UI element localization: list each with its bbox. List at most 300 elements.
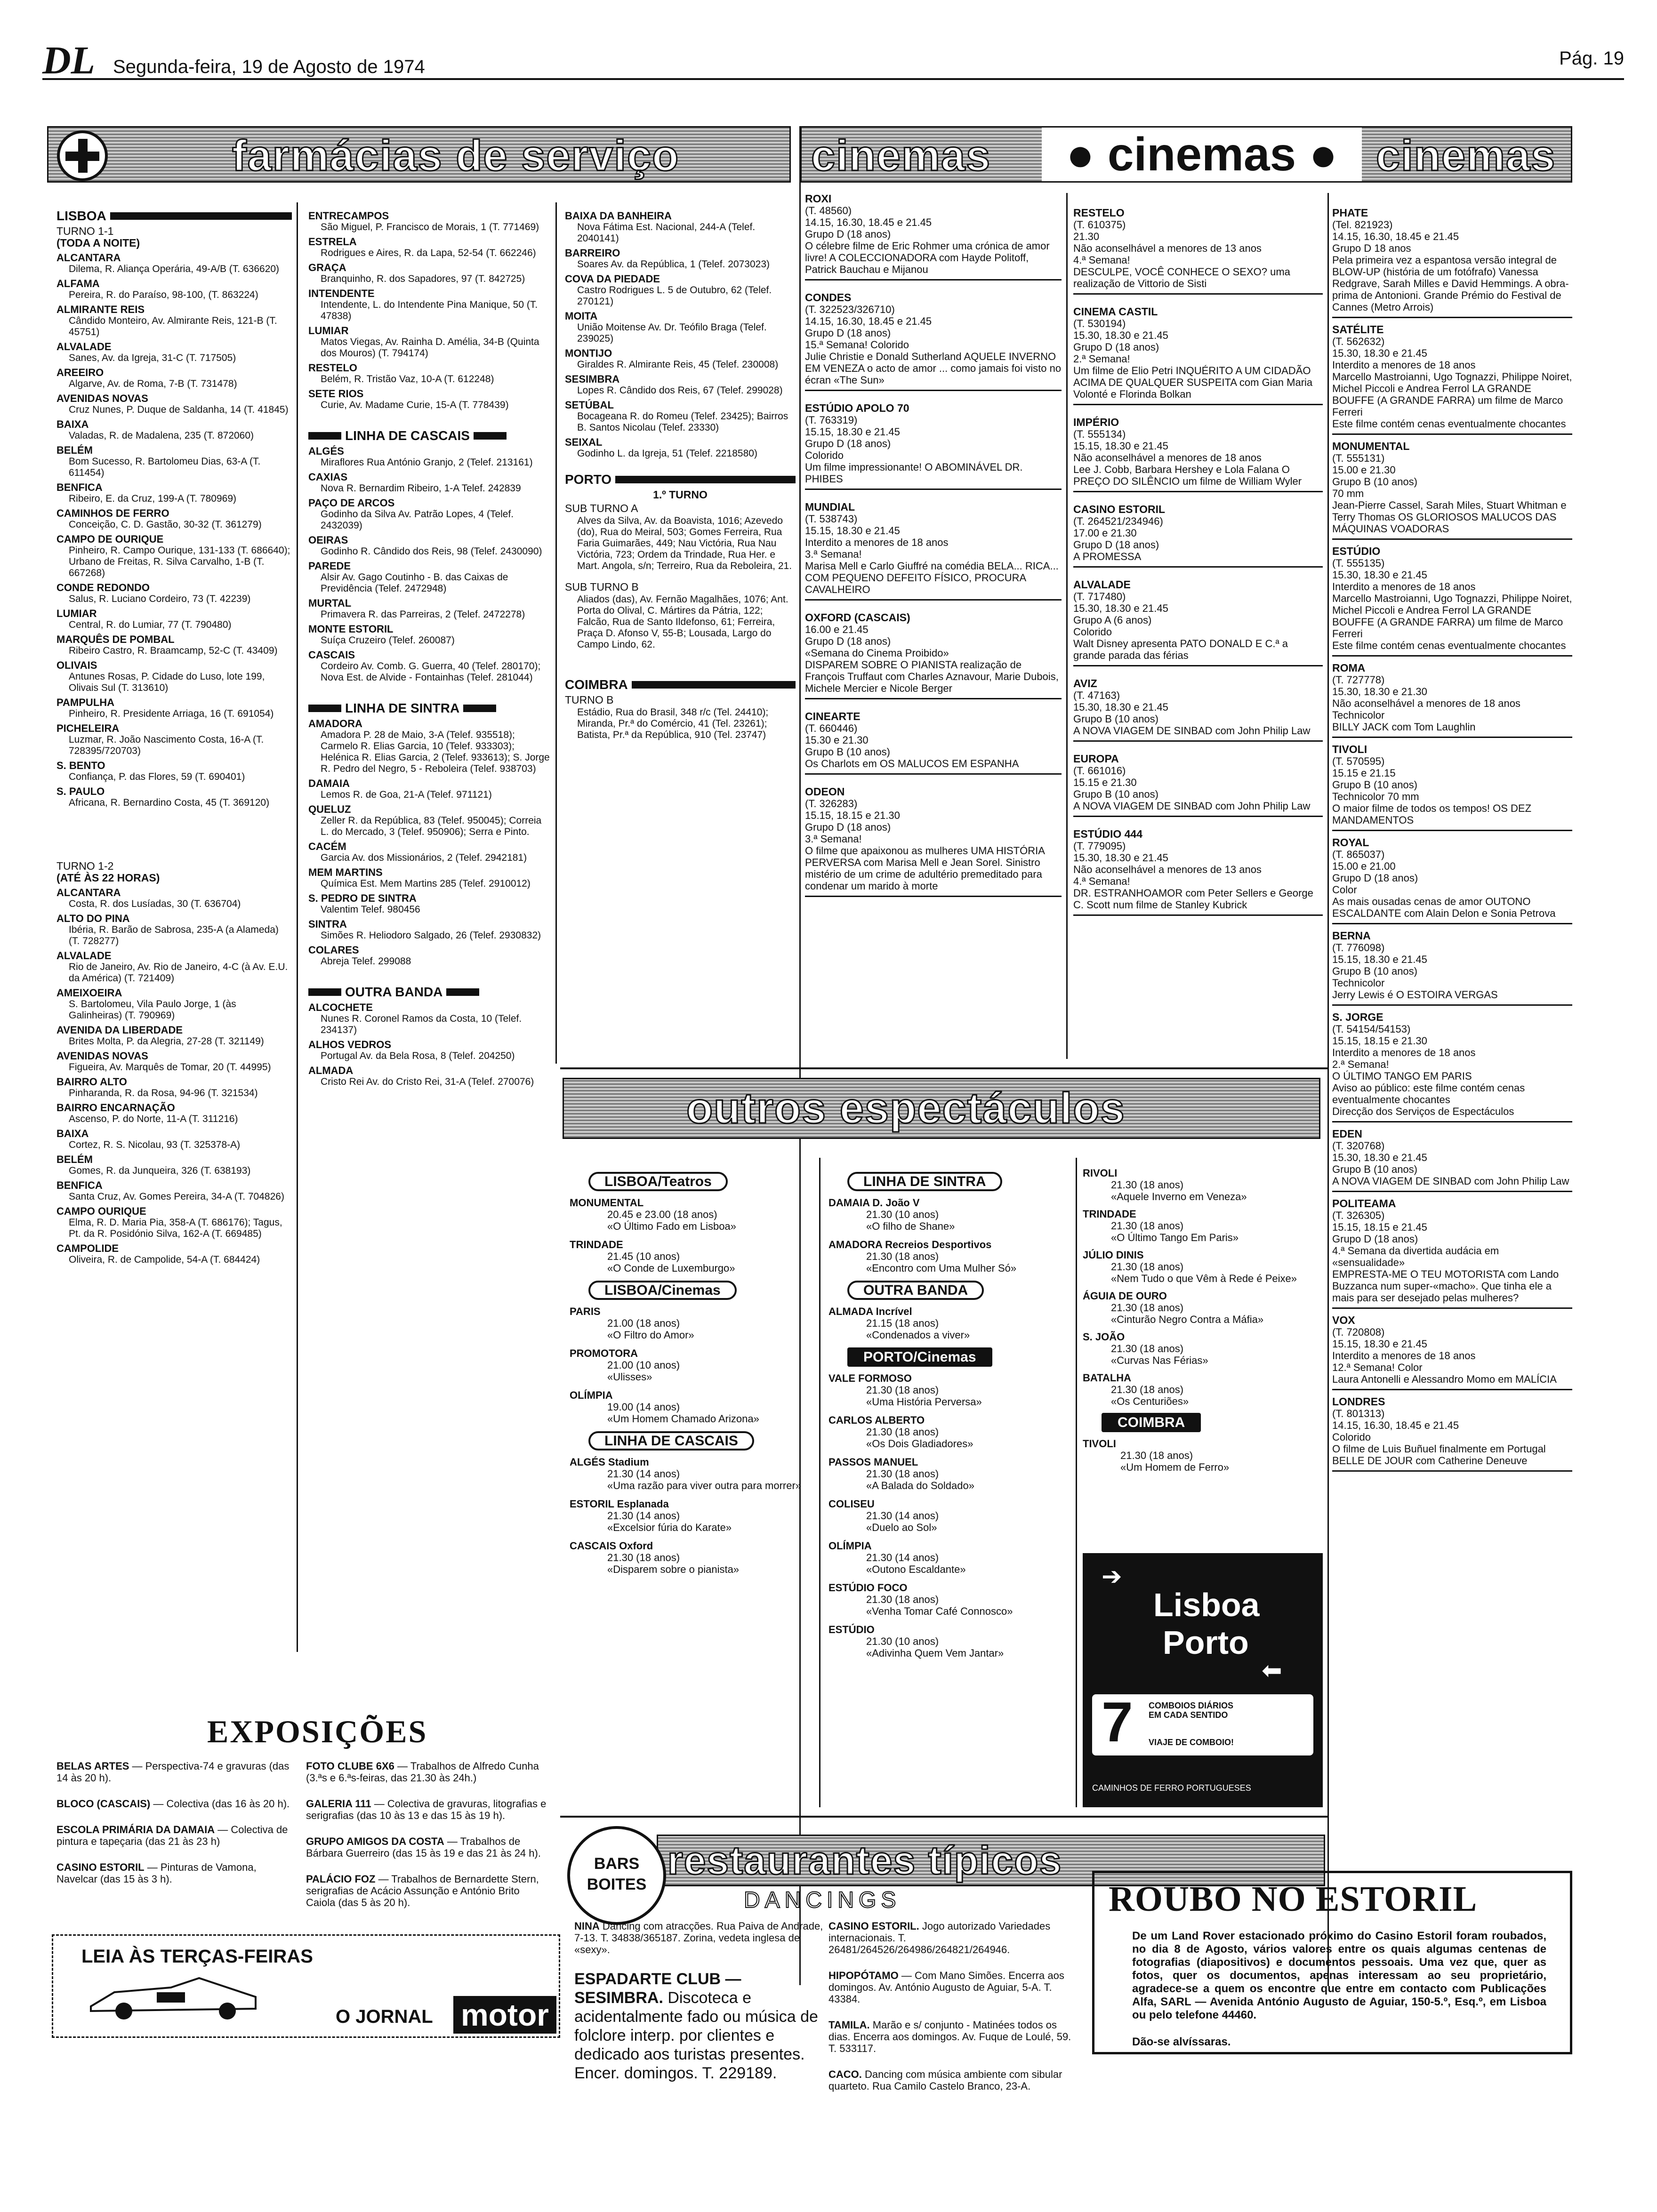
- pharmacy-town: ALVALADE: [56, 341, 112, 353]
- listing-item: [56, 1824, 292, 1847]
- venue-details: 21.45 (10 anos) «O Conde de Luxemburgo»: [607, 1250, 735, 1274]
- listing-text: — Trabalhos de Bárbara Guerreiro (das 15 às 19 e das 21 às 24 h).: [306, 1835, 541, 1859]
- venue-name: BATALHA: [1083, 1372, 1132, 1384]
- cinema-name: AVIZ: [1073, 677, 1097, 689]
- listing-name: ESCOLA PRIMÁRIA DA DAMAIA: [56, 1824, 215, 1835]
- lisboa-heading: LISBOA: [56, 210, 292, 222]
- pharmacy-town: OEIRAS: [308, 534, 348, 546]
- cinema-details: 16.00 e 21.45 Grupo D (18 anos) «Semana do Cinema Proibido» DISPAREM SOBRE O PIANISTA realização de François Truffaut com Charles Aznavour, Marie Dubois, Michele Mercier e Nicole Berger: [805, 624, 1059, 694]
- listing-item: [306, 1873, 551, 1908]
- pharmacy-town: DAMAIA: [308, 777, 350, 789]
- train-ad-footer: CAMINHOS DE FERRO PORTUGUESES: [1092, 1783, 1251, 1793]
- venue-name: TRINDADE: [570, 1239, 623, 1250]
- pharmacy-entry: Simões R. Heliodoro Salgado, 26 (Telef. 2930832): [321, 930, 541, 941]
- pharmacy-entry: Ascenso, P. do Norte, 11-A (T. 311216): [69, 1114, 238, 1124]
- pharmacy-entry: Castro Rodrigues L. 5 de Outubro, 62 (Telef. 270121): [577, 285, 772, 307]
- pharmacy-town: COVA DA PIEDADE: [565, 273, 660, 285]
- pharmacy-entry: Confiança, P. das Flores, 59 (T. 690401): [69, 771, 245, 782]
- cinema-name: CINEMA CASTIL: [1073, 305, 1158, 318]
- venue-name: OLÍMPIA: [828, 1540, 872, 1552]
- turno-heading: TURNO 1-1 (TODA A NOITE): [56, 225, 140, 249]
- venue-details: 21.00 (18 anos) «O Filtro do Amor»: [607, 1317, 694, 1341]
- cinema-details: (T. 48560) 14.15, 16.30, 18.45 e 21.45 Grupo D (18 anos) O célebre filme de Eric Rohmer uma crónica de amor livre! A COLECCIONADORA com Hayde Politoff, Patrick Bauchau e Mijanou: [805, 205, 1050, 275]
- issue-date: Segunda-feira, 19 de Agosto de 1974: [113, 56, 425, 77]
- outros-column-2: [828, 1167, 1073, 1666]
- cinema-column-1: [805, 193, 1062, 908]
- pharmacy-list: [56, 887, 292, 1266]
- train-ad-sub: COMBOIOS DIÁRIOS EM CADA SENTIDO: [1149, 1701, 1234, 1720]
- pharmacy-entry: Godinho R. Cândido dos Reis, 98 (Telef. 2430090): [321, 546, 542, 557]
- listing-text: — Pinturas de Vamona, Navelcar (das 15 às 3 h).: [56, 1861, 257, 1885]
- venue-name: PROMOTORA: [570, 1347, 638, 1359]
- cinema-details: (T. 727778) 15.30, 18.30 e 21.30 Não aconselhável a menores de 18 anos Technicolor BILLY JACK com Tom Laughlin: [1332, 674, 1520, 733]
- pharmacy-entry: Dilema, R. Aliança Operária, 49-A/B (T. 636620): [69, 264, 280, 274]
- roubo-body: De um Land Rover estacionado próximo do Casino Estoril foram roubados, no dia 8 de Agosto, vários valores entre os quais algumas centenas de fotografias (diapositivos) e documentos pessoais. Uma vez que, quer as fotos, quer os documentos, apenas interessam ao seu proprietário, agradece-se a quem os encontre que entre em contacto com Publicações Alfa, SARL — Avenida António Augusto de Aguiar, 150-5.º, Esq.º, em Lisboa ou pelo telefone 44460.: [1132, 1930, 1546, 2021]
- pharmacy-entry: Bocageana R. do Romeu (Telef. 23425); Bairros B. Santos Nicolau (Telef. 23330): [577, 411, 788, 433]
- listing-item: [828, 2019, 1078, 2054]
- listing-name: GRUPO AMIGOS DA COSTA: [306, 1835, 444, 1847]
- pharmacy-town: PAMPULHA: [56, 697, 115, 708]
- listing-item: [306, 1835, 551, 1859]
- column-divider: [555, 202, 557, 1064]
- venue-details: 21.30 (18 anos) «Encontro com Uma Mulher Só»: [866, 1250, 1017, 1274]
- pharmacy-entry: Cortez, R. S. Nicolau, 93 (T. 325378-A): [69, 1139, 241, 1150]
- venue-name: ALMADA Incrível: [828, 1306, 912, 1317]
- venue-name: CARLOS ALBERTO: [828, 1414, 925, 1426]
- pharmacy-town: INTENDENTE: [308, 288, 375, 299]
- cascais-heading: LINHA DE CASCAIS: [308, 430, 551, 441]
- cinemas-title: ● cinemas ●: [1042, 128, 1362, 181]
- cinema-details: (T. 538743) 15.15, 18.30 e 21.45 Interdito a menores de 18 anos 3.ª Semana! Marisa Mell e Carlo Giuffré na comédia BELA... RICA... COM PEQUENO DEFEITO FÍSICO, PROCURA CAVALHEIRO: [805, 513, 1059, 595]
- column-divider: [819, 1158, 820, 1807]
- pharmacy-town: ALCOCHETE: [308, 1002, 373, 1013]
- listing-text: — Colectiva de gravuras, litografias e serigrafias (das 10 às 13 e das 15 às 19 h).: [306, 1798, 547, 1821]
- pharmacy-town: PICHELEIRA: [56, 722, 120, 734]
- section-label: LISBOA/Cinemas: [588, 1281, 737, 1300]
- pharmacy-town: PAÇO DE ARCOS: [308, 497, 395, 509]
- pharmacy-entry: União Moitense Av. Dr. Teófilo Braga (Telef. 239025): [577, 322, 767, 344]
- train-advert: [1083, 1553, 1323, 1807]
- venue-details: 21.30 (18 anos) «Venha Tomar Café Connosco»: [866, 1594, 1013, 1617]
- cinema-listing: [1332, 1396, 1572, 1472]
- cinema-name: CONDES: [805, 291, 852, 304]
- coimbra-turno: TURNO B: [565, 694, 614, 706]
- listing-name: BELAS ARTES: [56, 1760, 129, 1772]
- pharmacy-entry: Figueira, Av. Marquês de Tomar, 20 (T. 44995): [69, 1062, 271, 1073]
- listing-item: [56, 1861, 292, 1885]
- train-ad-number: 7: [1102, 1691, 1133, 1754]
- cinema-name: ROMA: [1332, 662, 1366, 674]
- cinema-name: PHATE: [1332, 207, 1368, 219]
- pharmacy-town: SESIMBRA: [565, 373, 620, 385]
- cinema-details: (T. 779095) 15.30, 18.30 e 21.45 Não aconselhável a menores de 13 anos 4.ª Semana! DR. ESTRANHOAMOR com Peter Sellers e George C. Scott num filme de Stanley Kubrick: [1073, 840, 1313, 911]
- cinema-name: S. JORGE: [1332, 1011, 1384, 1023]
- porto-subturno-a: SUB TURNO A: [565, 502, 638, 514]
- venue-details: 21.30 (10 anos) «O filho de Shane»: [866, 1209, 955, 1232]
- banda-heading: OUTRA BANDA: [308, 986, 551, 998]
- train-ad-line2: Porto: [1163, 1624, 1249, 1661]
- pharmacy-town: SINTRA: [308, 918, 347, 930]
- pharmacy-entry: Valadas, R. de Madalena, 235 (T. 872060): [69, 430, 254, 441]
- listing-name: TAMILA.: [828, 2019, 870, 2031]
- pharmacy-entry: Central, R. do Lumiar, 77 (T. 790480): [69, 619, 232, 630]
- pharmacy-entry: Lopes R. Cândido dos Reis, 67 (Telef. 299028): [577, 385, 783, 396]
- pharmacy-entry: Belém, R. Tristão Vaz, 10-A (T. 612248): [321, 374, 494, 385]
- listing-item: [574, 1970, 824, 2083]
- pharmacy-entry: Bom Sucesso, R. Bartolomeu Dias, 63-A (T. 611454): [69, 456, 261, 478]
- pharmacy-entry: Pinheiro, R. Presidente Arriaga, 16 (T. 691054): [69, 708, 274, 719]
- pharmacy-entry: Giraldes R. Almirante Reis, 45 (Telef. 230008): [577, 359, 779, 370]
- venue-name: PARIS: [570, 1306, 601, 1317]
- pharmacy-column-3: [565, 207, 796, 741]
- listing-name: NINA: [574, 1920, 600, 1932]
- cinema-listing: [1073, 579, 1323, 666]
- pharmacy-town: MOITA: [565, 310, 598, 322]
- pharmacy-town: CACÉM: [308, 841, 346, 852]
- farmacias-title: farmácias de serviço: [232, 132, 680, 180]
- cinema-details: (T. 865037) 15.00 e 21.00 Grupo D (18 anos) Color As mais ousadas cenas de amor OUTONO ESCALDANTE com Alain Delon e Sonia Petrova: [1332, 849, 1556, 919]
- bars-column-right: [828, 1920, 1078, 2106]
- cinema-column-3: [1332, 207, 1572, 1477]
- listing-item: [828, 2068, 1078, 2092]
- outros-title: outros espectáculos: [686, 1084, 1126, 1132]
- listing-text: — Perspectiva-74 e gravuras (das 14 às 20 h).: [56, 1760, 290, 1784]
- newspaper-logo: DL: [42, 39, 95, 82]
- pharmacy-town: GRAÇA: [308, 262, 346, 273]
- pharmacy-entry: Santa Cruz, Av. Gomes Pereira, 34-A (T. 704826): [69, 1191, 284, 1202]
- cinema-name: MONUMENTAL: [1332, 440, 1410, 452]
- cinema-listing: [1073, 207, 1323, 295]
- pharmacy-entry: Gomes, R. da Junqueira, 326 (T. 638193): [69, 1165, 251, 1176]
- pharmacy-town: ALFAMA: [56, 278, 100, 289]
- cinema-name: ODEON: [805, 785, 845, 798]
- pharmacy-entry: Africana, R. Bernardino Costa, 45 (T. 369120): [69, 797, 270, 808]
- exposicoes-column-left: [56, 1760, 292, 1899]
- cinema-listing: [1332, 837, 1572, 924]
- cinema-name: OXFORD (CASCAIS): [805, 611, 910, 624]
- listing-name: PALÁCIO FOZ: [306, 1873, 376, 1885]
- pharmacy-entry: Oliveira, R. de Campolide, 54-A (T. 684424): [69, 1254, 260, 1265]
- cinema-listing: [1332, 1011, 1572, 1122]
- roubo-title: ROUBO NO ESTORIL: [1109, 1879, 1478, 1919]
- cinema-details: (T. 47163) 15.30, 18.30 e 21.45 Grupo B (10 anos) A NOVA VIAGEM DE SINBAD com John Philip Law: [1073, 689, 1311, 737]
- train-ad-tag: VIAJE DE COMBOIO!: [1149, 1738, 1234, 1747]
- pharmacy-entry: Cordeiro Av. Comb. G. Guerra, 40 (Telef. 280170); Nova Est. de Alvide - Fontainhas (Telef. 281044): [321, 661, 541, 683]
- venue-details: 21.30 (18 anos) «Os Centuriões»: [1111, 1384, 1189, 1407]
- pharmacy-town: BAIXA DA BANHEIRA: [565, 210, 672, 222]
- pharmacy-town: CAMPOLIDE: [56, 1242, 119, 1254]
- cinema-listing: [1073, 753, 1323, 817]
- pharmacy-town: ALHOS VEDROS: [308, 1039, 392, 1050]
- cinema-details: (T. 661016) 15.15 e 21.30 Grupo B (10 anos) A NOVA VIAGEM DE SINBAD com John Philip Law: [1073, 765, 1311, 812]
- cinema-listing: [805, 193, 1062, 281]
- venue-name: ÁGUIA DE OURO: [1083, 1290, 1167, 1302]
- pharmacy-town: SETE RIOS: [308, 388, 364, 400]
- pharmacy-list: [56, 252, 292, 809]
- venue-details: 21.30 (14 anos) «Uma razão para viver outra para morrer»: [607, 1468, 802, 1491]
- pharmacy-town: BAIRRO ENCARNAÇÃO: [56, 1102, 175, 1114]
- cinema-name: TIVOLI: [1332, 743, 1367, 755]
- pharmacy-town: BENFICA: [56, 481, 103, 493]
- restaurantes-title: restaurantes típicos: [668, 1838, 1062, 1883]
- bars-boites-emblem: BARS BOITES: [567, 1826, 666, 1925]
- pharmacy-entry: Pinharanda, R. da Rosa, 94-96 (T. 321534): [69, 1088, 258, 1098]
- pharmacy-cross-icon: [57, 130, 108, 181]
- pharmacy-town: ALCANTARA: [56, 887, 121, 898]
- pharmacy-entry: Miraflores Rua António Granjo, 2 (Telef. 213161): [321, 457, 533, 468]
- cinema-column-2: [1073, 207, 1323, 927]
- pharmacy-town: ALGÉS: [308, 445, 344, 457]
- venue-name: PASSOS MANUEL: [828, 1456, 918, 1468]
- pharmacy-entry: Conceição, C. D. Gastão, 30-32 (T. 361279): [69, 519, 262, 530]
- pharmacy-entry: Intendente, L. do Intendente Pina Manique, 50 (T. 47838): [321, 299, 538, 321]
- venue-details: 21.30 (18 anos) «Cinturão Negro Contra a Máfia»: [1111, 1302, 1264, 1325]
- cinema-details: (T. 555134) 15.15, 18.30 e 21.45 Não aconselhável a menores de 18 anos Lee J. Cobb, Barbara Hershey e Lola Falana O PREÇO DO SILÊNCIO um filme de William Wyler: [1073, 428, 1302, 487]
- pharmacy-town: RESTELO: [308, 362, 357, 374]
- listing-name: CASINO ESTORIL: [56, 1861, 145, 1873]
- pharmacy-entry: Rio de Janeiro, Av. Rio de Janeiro, 4-C (à Av. E.U. da América) (T. 721409): [69, 962, 288, 984]
- exposicoes-title: EXPOSIÇÕES: [207, 1714, 428, 1749]
- outros-banner: [563, 1078, 1320, 1139]
- pharmacy-town: CAXIAS: [308, 471, 348, 483]
- cinema-name: RESTELO: [1073, 207, 1125, 219]
- pharmacy-town: CONDE REDONDO: [56, 582, 150, 593]
- venue-details: 21.30 (18 anos) «Um Homem de Ferro»: [1120, 1450, 1230, 1473]
- cinema-details: (T. 720808) 15.15, 18.30 e 21.45 Interdito a menores de 18 anos 12.ª Semana! Color Laura Antonelli e Alessandro Momo em MALÍCIA: [1332, 1326, 1557, 1385]
- pharmacy-entry: Portugal Av. da Bela Rosa, 8 (Telef. 204250): [321, 1050, 515, 1061]
- cinema-name: ROXI: [805, 192, 832, 205]
- pharmacy-entry: Química Est. Mem Martins 285 (Telef. 2910012): [321, 878, 531, 889]
- listing-text: Dancing com atracções. Rua Paiva de Andrade, 7-13. T. 34838/365187. Zorina, vedeta inglesa de «sexy».: [574, 1920, 823, 1956]
- venue-details: 19.00 (14 anos) «Um Homem Chamado Arizona»: [607, 1401, 759, 1425]
- pharmacy-entry: Abreja Telef. 299088: [321, 956, 411, 967]
- venue-details: 21.30 (18 anos) «Os Dois Gladiadores»: [866, 1426, 973, 1450]
- cinema-listing: [1332, 930, 1572, 1006]
- porto-turno: 1.º TURNO: [653, 489, 708, 501]
- cinema-name: MUNDIAL: [805, 501, 855, 513]
- cinema-listing: [1332, 744, 1572, 831]
- cinema-listing: [1332, 545, 1572, 657]
- pharmacy-entry: Rodrigues e Aires, R. da Lapa, 52-54 (T. 662246): [321, 248, 536, 258]
- section-label: LISBOA/Teatros: [588, 1172, 728, 1191]
- pharmacy-town: CASCAIS: [308, 649, 355, 661]
- pharmacy-town: MARQUÊS DE POMBAL: [56, 633, 175, 645]
- pharmacy-town: S. PEDRO DE SINTRA: [308, 892, 417, 904]
- porto-subturno-b-text: Aliados (das), Av. Fernão Magalhães, 1076; Ant. Porta do Olival, C. Mártires da Pátria, 122; Falcão, Rua de Santo Ildefonso, 61; Ferreira, Praça D. Afonso V, 55-B; Lousada, Largo do Campo Lindo, 62.: [577, 594, 788, 650]
- listing-name: BLOCO (CASCAIS): [56, 1798, 151, 1810]
- venue-name: ESTÚDIO FOCO: [828, 1582, 908, 1594]
- pharmacy-entry: Salus, R. Luciano Cordeiro, 73 (T. 42239): [69, 593, 251, 604]
- outros-column-3: [1083, 1167, 1323, 1480]
- cinema-listing: [1073, 417, 1323, 492]
- pharmacy-entry: Ribeiro Castro, R. Braamcamp, 52-C (T. 43409): [69, 645, 278, 656]
- pharmacy-entry: Ribeiro, E. da Cruz, 199-A (T. 780969): [69, 493, 237, 504]
- cinema-name: ESTÚDIO APOLO 70: [805, 402, 909, 414]
- cinema-name: LONDRES: [1332, 1395, 1385, 1408]
- page-number: Pág. 19: [1559, 48, 1624, 69]
- cinema-details: (T. 322523/326710) 14.15, 16.30, 18.45 e 21.45 Grupo D (18 anos) 15.ª Semana! Colorido Julie Christie e Donald Sutherland AQUELE INVERNO EM VENEZA o acto de amor ... como jamais foi visto no écran «The Sun»: [805, 304, 1062, 386]
- listing-text: Discoteca e acidentalmente fado ou música de folclore interp. por clientes e dedicado aos turistas presentes. Encer. domingos. T. 229189.: [574, 1989, 818, 2082]
- outros-column-1: [570, 1167, 814, 1582]
- pharmacy-town: ALTO DO PINA: [56, 913, 130, 924]
- cinema-name: ESTÚDIO: [1332, 545, 1381, 557]
- section-label: LINHA DE CASCAIS: [588, 1431, 754, 1451]
- pharmacy-town: MONTIJO: [565, 347, 612, 359]
- cinema-listing: [1073, 504, 1323, 568]
- pharmacy-town: AMEIXOEIRA: [56, 987, 122, 999]
- pharmacy-town: AMADORA: [308, 718, 362, 729]
- porto-heading: PORTO: [565, 473, 796, 485]
- pharmacy-town: CAMPO OURIQUE: [56, 1205, 146, 1217]
- cinema-name: ROYAL: [1332, 836, 1369, 849]
- listing-name: ESPADARTE CLUB — SESIMBRA.: [574, 1970, 741, 2007]
- arrow-left-icon: ⬅: [1262, 1657, 1282, 1684]
- pharmacy-town: LUMIAR: [308, 325, 349, 337]
- cinema-details: (T. 555131) 15.00 e 21.30 Grupo B (10 anos) 70 mm Jean-Pierre Cassel, Sarah Miles, Stuart Whitman e Terry Thomas OS GLORIOSOS MALUCOS DAS MÁQUINAS VOADORAS: [1332, 452, 1567, 535]
- pharmacy-entry: Algarve, Av. de Roma, 7-B (T. 731478): [69, 378, 237, 389]
- pharmacy-entry: Pereira, R. do Paraíso, 98-100, (T. 863224): [69, 289, 258, 300]
- cinema-name: BERNA: [1332, 930, 1371, 942]
- pharmacy-entry: Curie, Av. Madame Curie, 15-A (T. 778439): [321, 400, 509, 410]
- arrow-right-icon: ➔: [1102, 1563, 1122, 1590]
- cinema-listing: [1073, 678, 1323, 742]
- listing-item: [828, 1920, 1078, 1956]
- pharmacy-town: BAIXA: [56, 418, 89, 430]
- venue-details: 21.30 (18 anos) «O Último Tango Em Paris»: [1111, 1220, 1239, 1243]
- venue-name: OLÍMPIA: [570, 1389, 613, 1401]
- cinema-details: (T. 530194) 15.30, 18.30 e 21.45 Grupo D (18 anos) 2.ª Semana! Um filme de Elio Petri INQUÉRITO A UM CIDADÃO ACIMA DE QUALQUER SUSPEITA com Gian Maria Volonté e Florinda Bolkan: [1073, 318, 1313, 400]
- venue-details: 21.30 (10 anos) «Adivinha Quem Vem Jantar»: [866, 1635, 1004, 1659]
- cinema-name: VOX: [1332, 1314, 1355, 1326]
- cinema-name: IMPÉRIO: [1073, 416, 1119, 428]
- venue-name: TRINDADE: [1083, 1208, 1136, 1220]
- cinema-listing: [805, 786, 1062, 897]
- pharmacy-town: AREEIRO: [56, 367, 104, 378]
- pharmacy-entry: Luzmar, R. João Nascimento Costa, 16-A (T. 728395/720703): [69, 734, 264, 756]
- column-divider: [297, 202, 298, 1652]
- pharmacy-town: QUELUZ: [308, 803, 351, 815]
- pharmacy-town: BARREIRO: [565, 247, 620, 259]
- pharmacy-town: BAIRRO ALTO: [56, 1076, 127, 1088]
- venue-name: ESTÚDIO: [828, 1624, 875, 1635]
- pharmacy-entry: Cristo Rei Av. do Cristo Rei, 31-A (Telef. 270076): [321, 1076, 534, 1087]
- cinema-details: (T. 326283) 15.15, 18.15 e 21.30 Grupo D (18 anos) 3.ª Semana! O filme que apaixonou as mulheres UMA HISTÓRIA PERVERSA com Marisa Mell e Jean Sorel. Sinistro mistério de um crime de adultério premeditado para condenar um marido à morte: [805, 798, 1045, 892]
- pharmacy-town: AVENIDAS NOVAS: [56, 393, 148, 404]
- section-label: OUTRA BANDA: [847, 1281, 984, 1300]
- cinema-name: EUROPA: [1073, 753, 1119, 765]
- porto-subturno-a-text: Alves da Silva, Av. da Boavista, 1016; Azevedo (do), Rua do Meiral, 503; Gomes Ferreira, Rua Faria Guimarães, 449; Nau Victória, Rua Nau Victória, 723; Ordem da Trindade, Rua Her. e Mart. Angola, s/n; Terreiro, Rua da Reboleira, 21.: [577, 515, 792, 571]
- pharmacy-entry: Zeller R. da República, 83 (Telef. 950045); Correia L. do Mercado, 3 (Telef. 950906); Serra e Pinto.: [321, 815, 542, 837]
- cinema-details: (Tel. 821923) 14.15, 16.30, 18.45 e 21.45 Grupo D 18 anos Pela primeira vez a espantosa versão integral de BLOW-UP (história de um fotófrafo) Vanessa Redgrave, Sarah Milles e David Hemmings. A obra-prima de Antonioni. Grande Prémio do Festival de Cannes (Metro Arrois): [1332, 219, 1569, 313]
- cinema-details: (T. 610375) 21.30 Não aconselhável a menores de 13 anos 4.ª Semana! DESCULPE, VOCÊ CONHECE O SEXO? uma realização de Vittorio de Sisti: [1073, 219, 1290, 289]
- venue-name: RIVOLI: [1083, 1167, 1118, 1179]
- venue-details: 21.15 (18 anos) «Condenados a viver»: [866, 1317, 970, 1341]
- pharmacy-entry: Pinheiro, R. Campo Ourique, 131-133 (T. 686640); Urbano de Freitas, R. Silva Carvalho, 1-B (T. 667268): [69, 545, 290, 578]
- roubo-footer: Dão-se alvíssaras.: [1132, 2036, 1231, 2048]
- cinema-listing: [805, 711, 1062, 775]
- cinema-listing: [1073, 306, 1323, 405]
- listing-text: — Trabalhos de Alfredo Cunha (3.ªs e 6.ªs-feiras, das 21.30 às 24h.): [306, 1760, 539, 1784]
- pharmacy-entry: Valentim Telef. 980456: [321, 904, 420, 915]
- listing-item: [574, 1920, 824, 1956]
- venue-details: 21.30 (18 anos) «Disparem sobre o pianista»: [607, 1552, 740, 1575]
- pharmacy-entry: Primavera R. das Parreiras, 2 (Telef. 2472278): [321, 609, 525, 620]
- venue-name: DAMAIA D. João V: [828, 1197, 920, 1209]
- pharmacy-entry: Alsir Av. Gago Coutinho - B. das Caixas de Previdência (Telef. 2472948): [321, 572, 508, 594]
- venue-name: CASCAIS Oxford: [570, 1540, 653, 1552]
- listing-text: — Trabalhos de Bernardette Stern, serigrafias de Acácio Assunção e António Brito Caiola (das 5 às 20 h).: [306, 1873, 539, 1908]
- cinema-listing: [1332, 1128, 1572, 1192]
- pharmacy-town: SEIXAL: [565, 436, 603, 448]
- venue-details: 21.30 (14 anos) «Outono Escaldante»: [866, 1552, 966, 1575]
- pharmacy-entry: Garcia Av. dos Missionários, 2 (Telef. 2942181): [321, 852, 527, 863]
- cinema-details: (T. 570595) 15.15 e 21.15 Grupo B (10 anos) Technicolor 70 mm O maior filme de todos os tempos! OS DEZ MANDAMENTOS: [1332, 755, 1532, 826]
- pharmacy-entry: Nunes R. Coronel Ramos da Costa, 10 (Telef. 234137): [321, 1013, 522, 1035]
- pharmacy-list: [308, 1002, 551, 1088]
- train-ad-line1: Lisboa: [1153, 1587, 1260, 1623]
- cinemas-banner-left: cinemas: [811, 132, 991, 180]
- pharmacy-town: BENFICA: [56, 1179, 103, 1191]
- cinema-name: SATÉLITE: [1332, 323, 1384, 336]
- cinema-listing: [1332, 441, 1572, 540]
- sintra-heading: LINHA DE SINTRA: [308, 702, 551, 714]
- listing-text: — Colectiva (das 16 às 20 h).: [153, 1798, 290, 1810]
- pharmacy-entry: Cândido Monteiro, Av. Almirante Reis, 121-B (T. 45751): [69, 315, 277, 337]
- venue-details: 21.30 (18 anos) «Curvas Nas Férias»: [1111, 1343, 1208, 1366]
- venue-details: 21.30 (14 anos) «Duelo ao Sol»: [866, 1510, 939, 1533]
- cinemas-banner: [800, 126, 1572, 183]
- listing-text: Dancing com música ambiente com sibular quarteto. Rua Camilo Castelo Branco, 23-A.: [828, 2068, 1062, 2092]
- cinema-name: ALVALADE: [1073, 578, 1131, 591]
- cinema-listing: [805, 612, 1062, 699]
- cinema-details: (T. 320768) 15.30, 18.30 e 21.45 Grupo B (10 anos) A NOVA VIAGEM DE SINBAD com John Philip Law: [1332, 1140, 1569, 1187]
- cinema-listing: [1332, 207, 1572, 318]
- listing-name: HIPOPÓTAMO: [828, 1970, 899, 1981]
- pharmacy-town: PAREDE: [308, 560, 351, 572]
- motor-advert: [52, 1934, 560, 2038]
- pharmacy-entry: Ibéria, R. Barão de Sabrosa, 235-A (a Alameda) (T. 728277): [69, 924, 279, 946]
- pharmacy-town: MURTAL: [308, 597, 352, 609]
- pharmacy-entry: Nova R. Bernardim Ribeiro, 1-A Telef. 242839: [321, 483, 521, 494]
- pharmacy-town: AVENIDA DA LIBERDADE: [56, 1024, 183, 1036]
- listing-name: CACO.: [828, 2068, 862, 2080]
- train-ad-box: [1092, 1691, 1313, 1755]
- venue-details: 21.30 (18 anos) «Nem Tudo o que Vêm à Rede é Peixe»: [1111, 1261, 1297, 1284]
- pharmacy-entry: Godinho da Silva Av. Patrão Lopes, 4 (Telef. 2432039): [321, 509, 514, 531]
- cinema-name: ESTÚDIO 444: [1073, 828, 1142, 840]
- column-divider: [1327, 193, 1329, 1986]
- venue-details: 21.30 (14 anos) «Excelsior fúria do Karate»: [607, 1510, 732, 1533]
- section-divider: [560, 1067, 1327, 1069]
- cinema-name: POLITEAMA: [1332, 1197, 1396, 1210]
- cinemas-banner-right: cinemas: [1376, 132, 1556, 180]
- pharmacy-entry: Sanes, Av. da Igreja, 31-C (T. 717505): [69, 353, 236, 363]
- cinema-details: (T. 717480) 15.30, 18.30 e 21.45 Grupo A (6 anos) Colorido Walt Disney apresenta PATO DONALD E C.ª a grande parada das férias: [1073, 591, 1288, 661]
- pharmacy-entry: Costa, R. dos Lusíadas, 30 (T. 636704): [69, 898, 241, 909]
- pharmacy-entry: Amadora P. 28 de Maio, 3-A (Telef. 935518); Carmelo R. Elias Garcia, 10 (Telef. 933303); Helénica R. Elias Garcia, 2 (Telef. 933613); S. Jorge R. Pedro del Negro, 5 - Reboleira (Telef. 938703): [321, 729, 550, 774]
- pharmacy-entry: Cruz Nunes, P. Duque de Saldanha, 14 (T. 41845): [69, 404, 289, 415]
- cinema-name: CINEARTE: [805, 710, 861, 722]
- venue-name: COLISEU: [828, 1498, 875, 1510]
- pharmacy-column-1: [56, 207, 292, 1266]
- cinema-details: (T. 264521/234946) 17.00 e 21.30 Grupo D (18 anos) A PROMESSA: [1073, 515, 1163, 562]
- pharmacy-list: [308, 445, 551, 683]
- venue-details: 21.30 (18 anos) «Aquele Inverno em Veneza»: [1111, 1179, 1247, 1202]
- cinema-listing: [1332, 662, 1572, 738]
- pharmacy-entry: Godinho L. da Igreja, 51 (Telef. 2218580): [577, 448, 757, 459]
- listing-item: [306, 1760, 551, 1784]
- pharmacy-town: ALMADA: [308, 1065, 354, 1076]
